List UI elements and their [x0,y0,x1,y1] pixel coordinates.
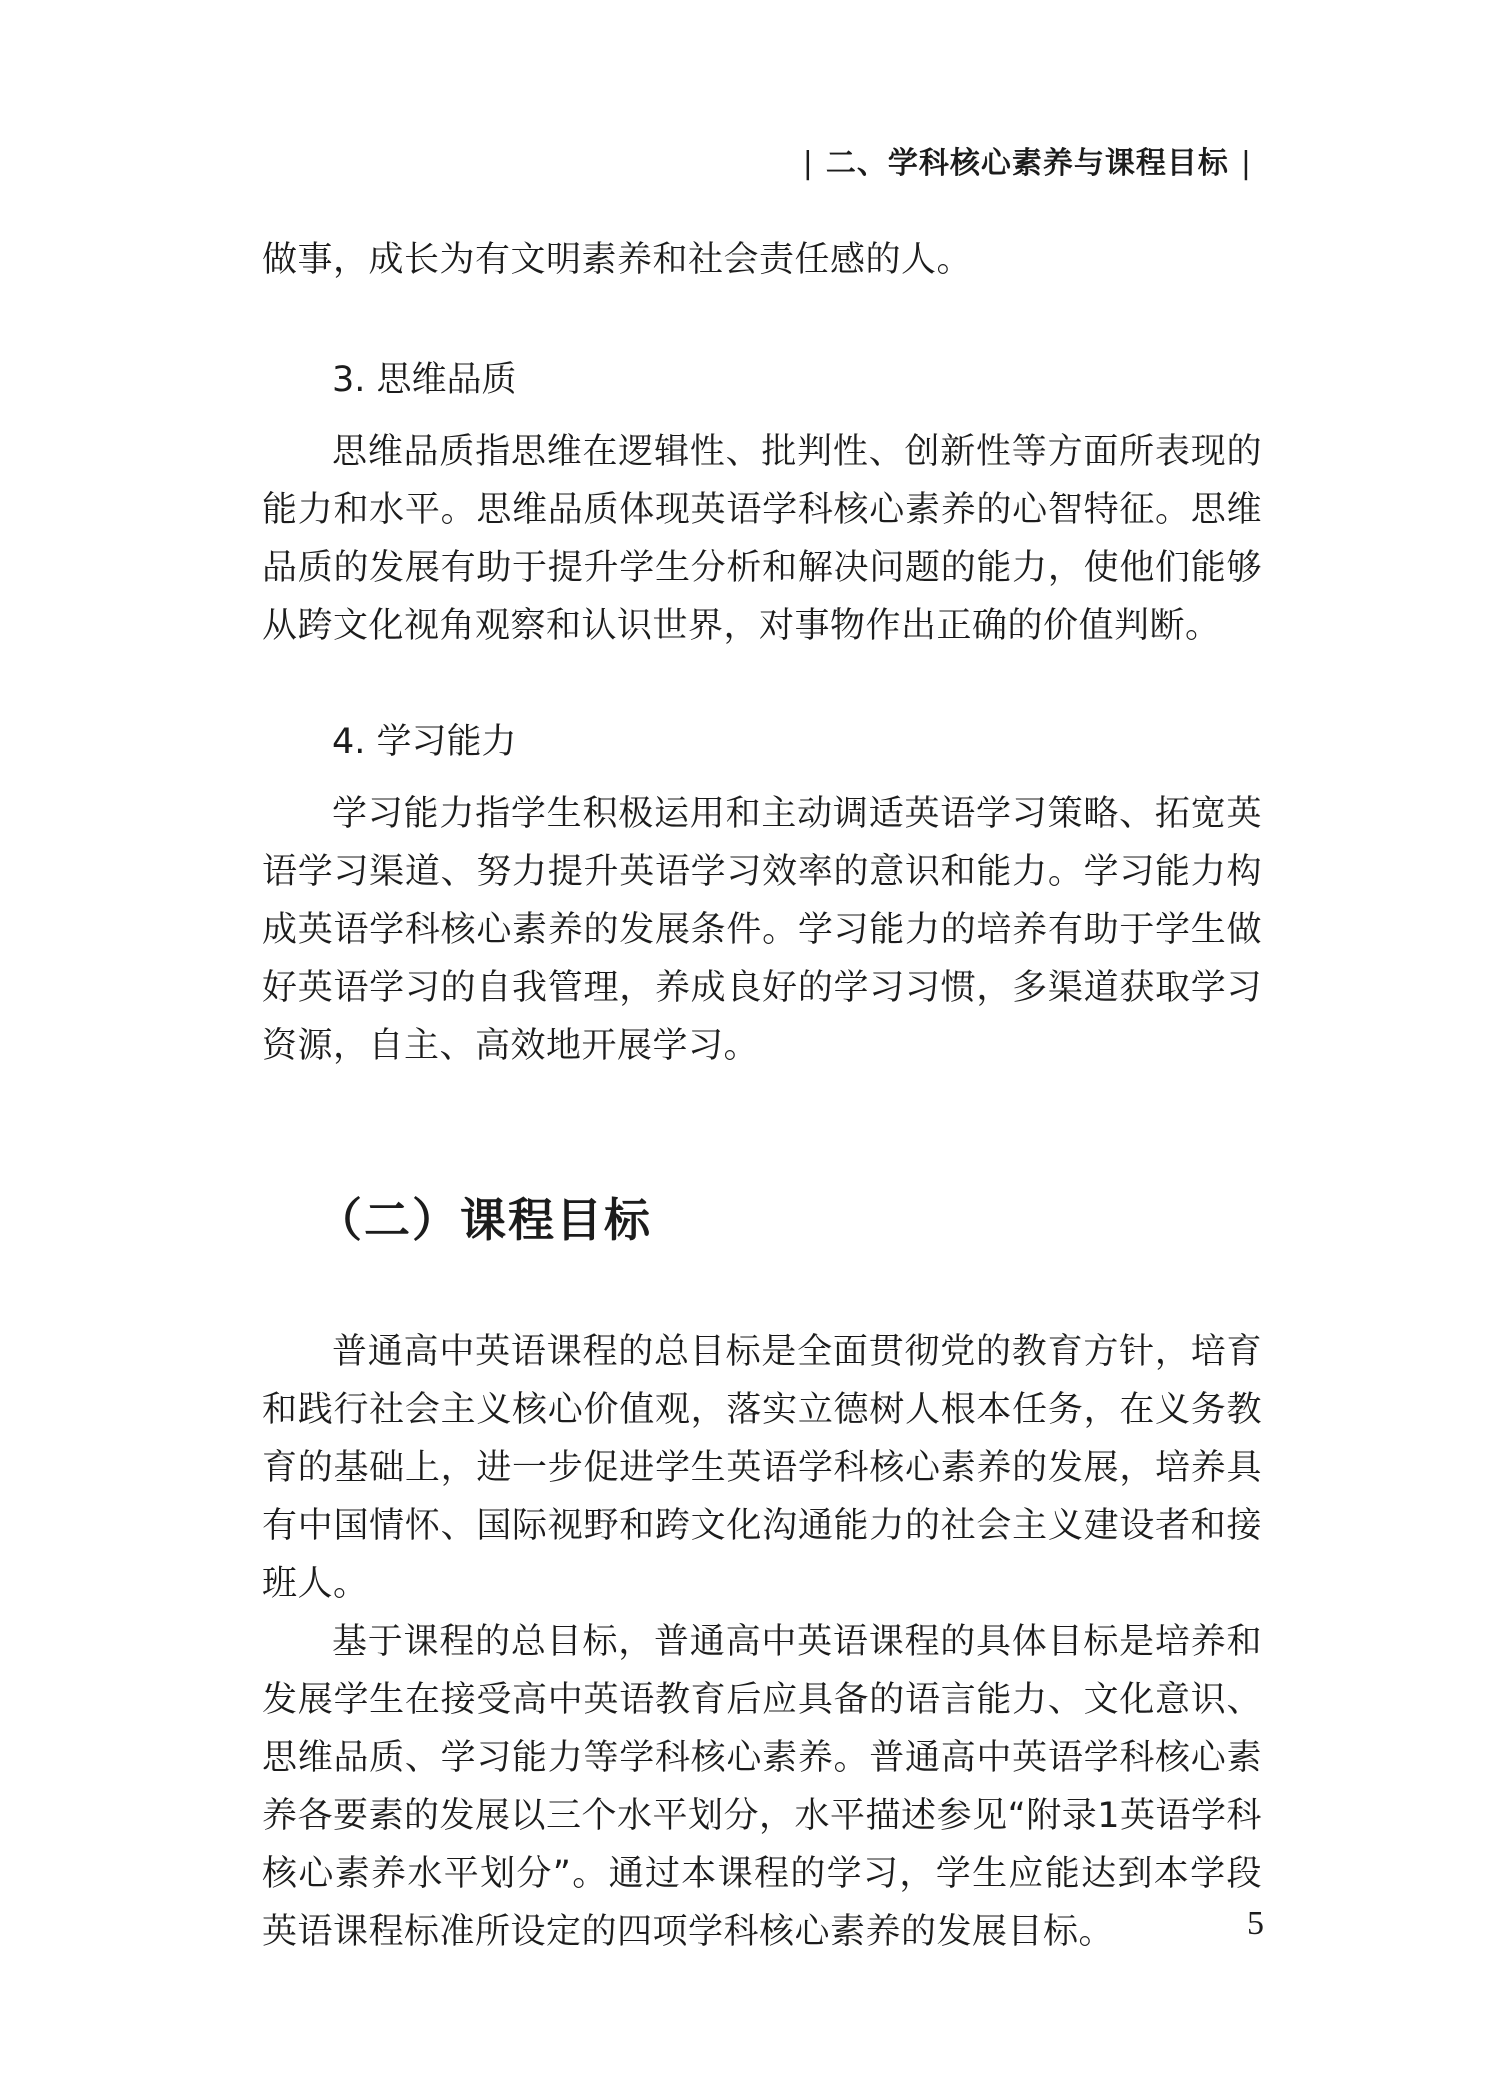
header-left-divider: | [802,146,814,181]
continuation-paragraph: 做事，成长为有文明素养和社会责任感的人。 [262,240,973,280]
section-4-heading: 4. 学习能力 [332,722,517,762]
section-3-heading: 3. 思维品质 [332,360,517,400]
chapter-paragraph-2: 基于课程的总目标，普通高中英语课程的具体目标是培养和发展学生在接受高中英语教育后应具备的语言能力、文化意识、思维品质、学习能力等学科核心素养。普通高中英语学科核心素养各要素的发展以三个水平划分，水平描述参见“附录1英语学科核心素养水平划分”。通过本课程的学习，学生应能达到本学段英语课程标准所设定的四项学科核心素养的发展目标。 [262,1622,1262,1952]
section-4-paragraph: 学习能力指学生积极运用和主动调适英语学习策略、拓宽英语学习渠道、努力提升英语学习效率的意识和能力。学习能力构成英语学科核心素养的发展条件。学习能力的培养有助于学生做好英语学习的自我管理，养成良好的学习习惯，多渠道获取学习资源，自主、高效地开展学习。 [262,794,1262,1066]
chapter-paragraph-1: 普通高中英语课程的总目标是全面贯彻党的教育方针，培育和践行社会主义核心价值观，落实立德树人根本任务，在义务教育的基础上，进一步促进学生英语学科核心素养的发展，培养具有中国情怀、国际视野和跨文化沟通能力的社会主义建设者和接班人。 [262,1332,1262,1604]
running-header [791,138,1264,182]
page-number: 5 [1247,1905,1264,1942]
header-right-divider: | [1240,146,1252,181]
chapter-heading: （二）课程目标 [316,1193,652,1247]
page-body [262,231,1262,1961]
header-title: 二、学科核心素养与课程目标 [825,146,1229,181]
section-3-paragraph: 思维品质指思维在逻辑性、批判性、创新性等方面所表现的能力和水平。思维品质体现英语学科核心素养的心智特征。思维品质的发展有助于提升学生分析和解决问题的能力，使他们能够从跨文化视角观察和认识世界，对事物作出正确的价值判断。 [262,432,1262,646]
